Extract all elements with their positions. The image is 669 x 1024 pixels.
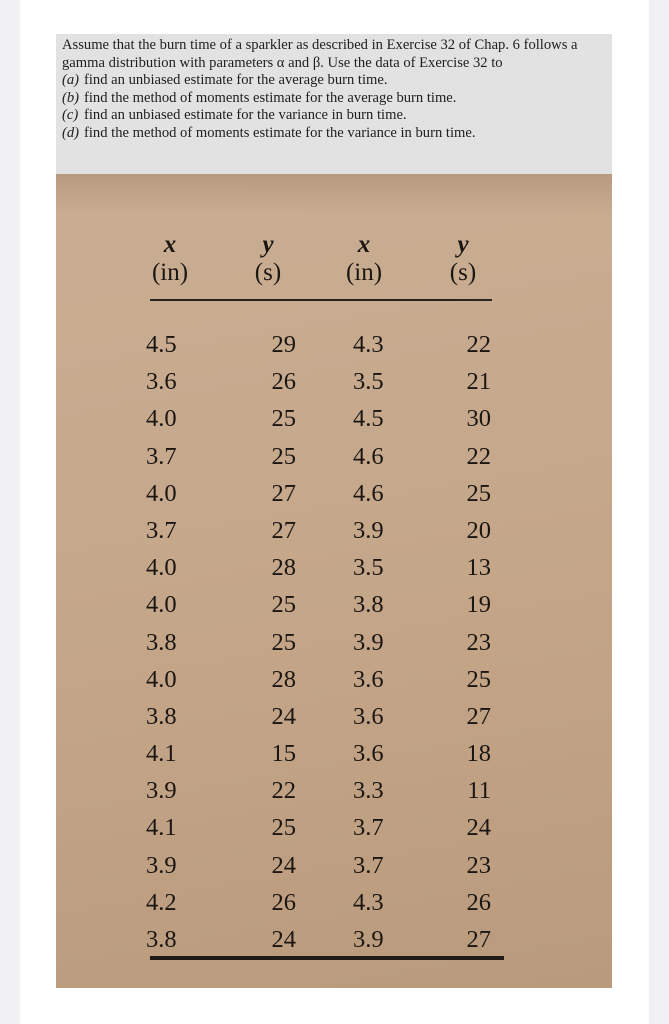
table-cell: 4.5 [353,405,384,433]
part-text: find the method of moments estimate for the variance in burn time. [84,124,476,141]
table-cell: 26 [271,368,296,396]
table-cell: 24 [466,814,491,842]
table-cell: 4.6 [353,479,384,507]
table-cell: 3.6 [353,665,384,693]
header-var: y [457,231,469,258]
table-cell: 25 [271,591,296,619]
table-cell: 3.7 [353,851,384,879]
table-cell: 29 [271,331,296,358]
table-cell: 28 [271,554,296,582]
part-label: (a) [62,72,80,89]
part-c [62,107,606,125]
header-var: y [262,231,274,258]
header-y-1 [228,232,308,288]
table-cell: 23 [466,851,491,879]
table-cell: 4.3 [353,331,384,358]
header-x-2 [324,232,404,288]
table-cell: 25 [271,442,296,470]
header-unit: (in) [345,259,383,286]
table-cell: 4.0 [146,405,177,433]
table-cell: 11 [467,777,491,805]
table-cell: 13 [466,554,491,582]
table-cell: 25 [271,628,296,656]
column-y-1 [256,326,296,958]
table-cell: 15 [271,740,296,768]
table-cell: 24 [271,926,296,953]
header-unit: (s) [449,259,477,286]
table-cell: 4.0 [146,554,177,582]
table-cell: 4.0 [146,591,177,619]
table-cell: 20 [466,516,491,544]
table-cell: 18 [466,740,491,768]
table-cell: 4.6 [353,442,384,470]
table-cell: 3.9 [146,777,177,805]
table-cell: 3.7 [146,442,177,470]
part-text: find an unbiased estimate for the average burn time. [84,72,388,89]
table-cell: 3.5 [353,554,384,582]
table-cell: 3.9 [353,926,384,953]
table-cell: 19 [466,591,491,619]
table-cell: 3.3 [353,777,384,805]
table-cell: 3.6 [146,368,177,396]
table-cell: 21 [466,368,491,396]
table-cell: 4.1 [146,814,177,842]
part-a [62,72,606,90]
part-label: (c) [62,107,79,124]
column-x-1 [146,326,196,958]
table-cell: 25 [271,405,296,433]
problem-intro: Assume that the burn time of a sparkler as described in Exercise 32 of Chap. 6 follows a gamma distribution with parameters α and β. Use the data of Exercise 32 to [62,37,578,71]
part-label: (b) [62,89,80,106]
table-cell: 26 [271,888,296,916]
header-var: x [163,231,177,258]
table-cell: 4.2 [146,888,177,916]
header-x-1 [130,232,210,288]
table-cell: 25 [466,479,491,507]
table-bottom-rule [150,956,504,960]
table-cell: 3.9 [146,851,177,879]
problem-statement [56,34,612,174]
table-cell: 4.5 [146,331,177,358]
table-cell: 22 [466,442,491,470]
table-cell: 3.8 [146,628,177,656]
table-cell: 26 [466,888,491,916]
part-text: find an unbiased estimate for the variance in burn time. [84,107,407,124]
table-cell: 3.7 [146,516,177,544]
table-cell: 27 [466,926,491,953]
header-rule [150,299,492,301]
table-cell: 25 [466,665,491,693]
table-cell: 23 [466,628,491,656]
part-text: find the method of moments estimate for the average burn time. [84,89,457,106]
table-cell: 25 [271,814,296,842]
part-label: (d) [62,124,80,141]
column-y-2 [451,326,491,958]
table-cell: 4.0 [146,665,177,693]
table-cell: 3.5 [353,368,384,396]
table-cell: 22 [271,777,296,805]
table-cell: 24 [271,851,296,879]
header-y-2 [423,232,503,288]
header-var: x [357,231,371,258]
table-cell: 27 [466,702,491,730]
table-cell: 3.8 [353,591,384,619]
table-cell: 24 [271,702,296,730]
table-cell: 28 [271,665,296,693]
table-cell: 3.6 [353,702,384,730]
table-cell: 3.9 [353,516,384,544]
table-cell: 4.0 [146,479,177,507]
header-unit: (s) [254,259,282,286]
header-unit: (in) [151,259,189,286]
table-cell: 4.1 [146,740,177,768]
table-cell: 27 [271,479,296,507]
table-cell: 30 [466,405,491,433]
table-cell: 3.8 [146,702,177,730]
part-b [62,90,606,108]
table-cell: 27 [271,516,296,544]
part-d [62,125,606,143]
table-cell: 3.7 [353,814,384,842]
data-table-photo [56,174,612,988]
table-cell: 22 [466,331,491,358]
table-cell: 3.6 [353,740,384,768]
table-cell: 3.8 [146,926,177,953]
table-cell: 3.9 [353,628,384,656]
table-cell: 4.3 [353,888,384,916]
column-x-2 [353,326,403,958]
